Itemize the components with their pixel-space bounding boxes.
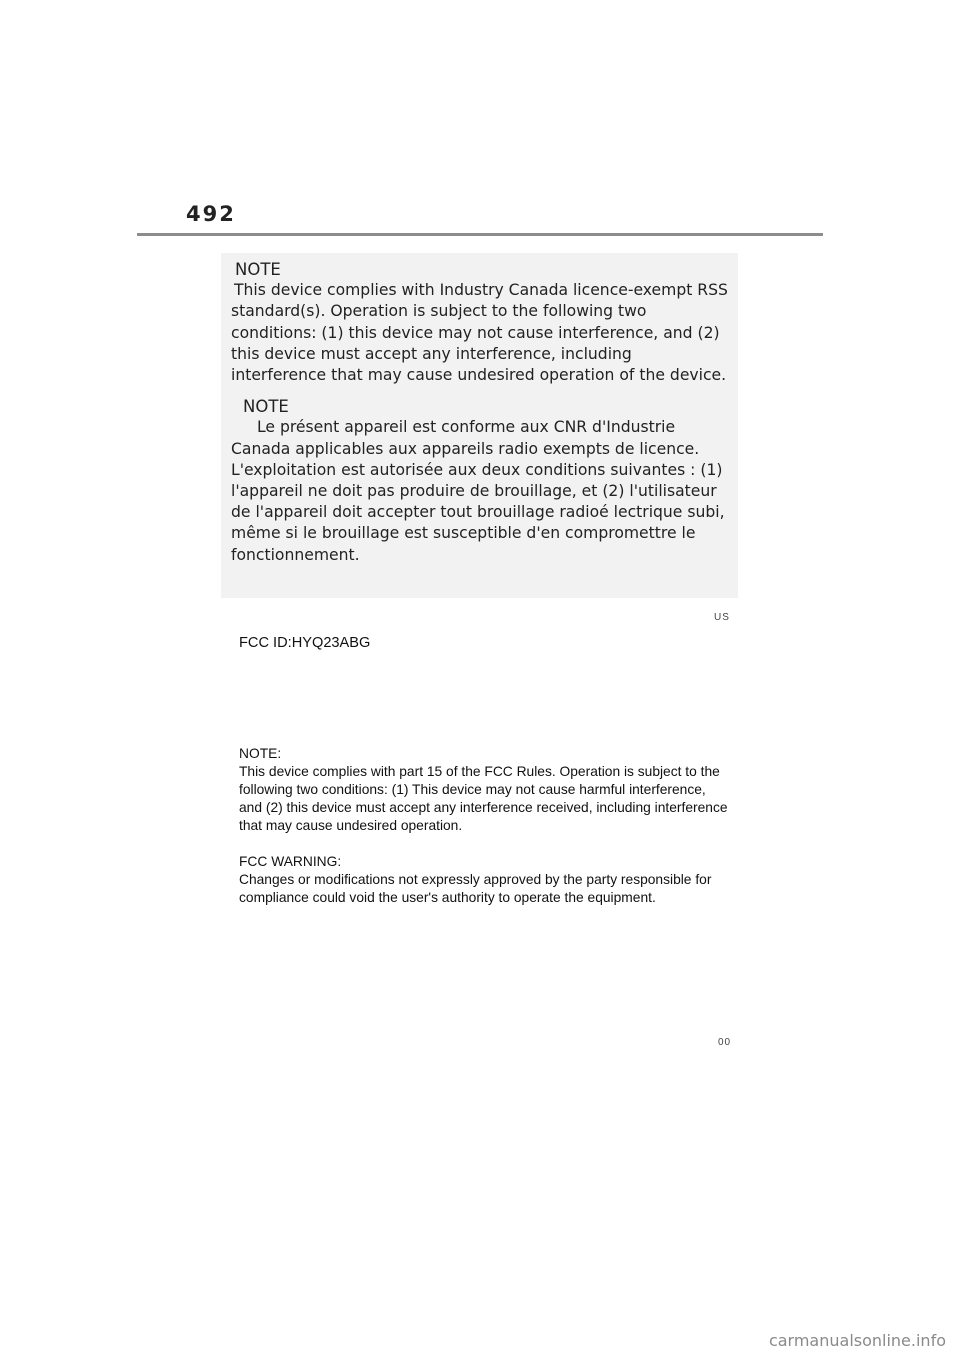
- page-number: 492: [186, 202, 236, 226]
- header-divider: [137, 233, 823, 236]
- ic-note-title-en: NOTE: [235, 260, 281, 279]
- fcc-note-heading: NOTE:: [239, 746, 282, 761]
- fcc-note-body: This device complies with part 15 of the FCC Rules. Operation is subject to the following two conditions: (1) This device may not cause harmful interference, and (2) this device must accept any interference received, including interference that may cause undesired operation.: [239, 764, 728, 833]
- fcc-id-label: FCC ID:HYQ23ABG: [239, 635, 371, 651]
- ic-notice-body-en: This device complies with Industry Canada licence-exempt RSS standard(s). Operation is subject to the following two conditions: (1) this device may not cause interference, and (2) this device must accept any interference, including interference that may cause undesired operation of the device.: [231, 281, 728, 385]
- ic-notice-body-fr: Le présent appareil est conforme aux CNR d'Industrie Canada applicables aux appareils radio exempts de licence. L'exploitation est autorisée aux deux conditions suivantes : (1) l'appareil ne doit pas produire de brouillage, et (2) l'utilisateur de l'appareil doit accepter tout brouillage radioé lectrique subi, même si le brouillage est susceptible d'en compromettre le fonctionnement.: [231, 418, 725, 564]
- fcc-warning-body: Changes or modifications not expressly approved by the party responsible for compliance could void the user's authority to operate the equipment.: [239, 872, 712, 905]
- region-code-00: 00: [718, 1037, 732, 1048]
- region-code-us: US: [714, 612, 730, 623]
- fcc-notice-block: [239, 745, 729, 907]
- site-watermark: carmanualsonline.info: [768, 1331, 946, 1350]
- industry-canada-notice-box: [221, 253, 738, 598]
- ic-note-title-fr: NOTE: [243, 397, 289, 417]
- fcc-warning-heading: FCC WARNING:: [239, 854, 342, 869]
- paragraph-spacer: [239, 835, 729, 853]
